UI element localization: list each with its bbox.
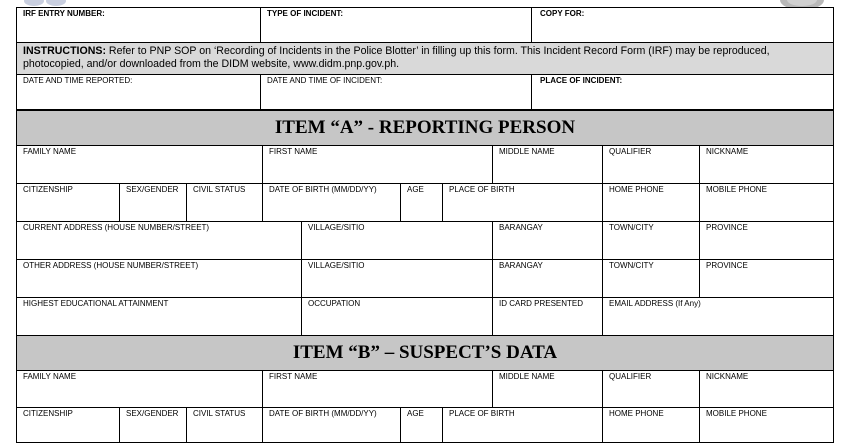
place-of-incident-label: PLACE OF INCIDENT:	[540, 76, 623, 85]
a-home-phone-label: HOME PHONE	[609, 185, 664, 194]
a-sex-gender-label: SEX/GENDER	[126, 185, 179, 194]
b-family-name-field[interactable]	[16, 370, 263, 408]
a-town-city-field[interactable]	[602, 221, 700, 260]
a-citizenship-label: CITIZENSHIP	[23, 185, 73, 194]
a-province-label: PROVINCE	[706, 223, 748, 232]
b-middle-name-field[interactable]	[492, 370, 603, 408]
a-first-name-field[interactable]	[262, 145, 493, 184]
b-age-label: AGE	[407, 409, 424, 418]
b-sex-gender-field[interactable]	[119, 407, 187, 443]
b-civil-status-field[interactable]	[186, 407, 263, 443]
a-place-of-birth-label: PLACE OF BIRTH	[449, 185, 515, 194]
a-mobile-phone-label: MOBILE PHONE	[706, 185, 767, 194]
a-qualifier-field[interactable]	[602, 145, 700, 184]
a-other-village-sitio-label: VILLAGE/SITIO	[308, 261, 365, 270]
a-middle-name-field[interactable]	[492, 145, 603, 184]
a-email-label: EMAIL ADDRESS (If Any)	[609, 299, 701, 308]
type-of-incident-label: TYPE OF INCIDENT:	[267, 9, 344, 18]
b-age-field[interactable]	[400, 407, 443, 443]
a-id-card-field[interactable]	[492, 297, 603, 336]
b-home-phone-label: HOME PHONE	[609, 409, 664, 418]
a-province-field[interactable]	[699, 221, 834, 260]
a-nickname-label: NICKNAME	[706, 147, 749, 156]
a-id-card-label: ID CARD PRESENTED	[499, 299, 584, 308]
date-time-reported-label: DATE AND TIME REPORTED:	[23, 76, 133, 85]
a-other-address-field[interactable]	[16, 259, 302, 298]
a-current-address-label: CURRENT ADDRESS (HOUSE NUMBER/STREET)	[23, 223, 210, 232]
a-place-of-birth-field[interactable]	[442, 183, 603, 222]
b-sex-gender-label: SEX/GENDER	[126, 409, 179, 418]
b-date-of-birth-field[interactable]	[262, 407, 401, 443]
copy-for-label: COPY FOR:	[540, 9, 585, 18]
a-barangay-label: BARANGAY	[499, 223, 543, 232]
date-time-incident-field[interactable]	[260, 74, 532, 110]
b-civil-status-label: CIVIL STATUS	[193, 409, 246, 418]
b-family-name-label: FAMILY NAME	[23, 372, 77, 381]
date-time-incident-label: DATE AND TIME OF INCIDENT:	[267, 76, 383, 85]
b-qualifier-field[interactable]	[602, 370, 700, 408]
b-date-of-birth-label: DATE OF BIRTH (MM/DD/YY)	[269, 409, 377, 418]
b-first-name-field[interactable]	[262, 370, 493, 408]
b-nickname-field[interactable]	[699, 370, 834, 408]
a-barangay-field[interactable]	[492, 221, 603, 260]
a-village-sitio-label: VILLAGE/SITIO	[308, 223, 365, 232]
a-education-label: HIGHEST EDUCATIONAL ATTAINMENT	[23, 299, 169, 308]
b-mobile-phone-field[interactable]	[699, 407, 834, 443]
date-time-reported-field[interactable]	[16, 74, 261, 110]
a-date-of-birth-field[interactable]	[262, 183, 401, 222]
a-other-barangay-field[interactable]	[492, 259, 603, 298]
type-of-incident-field[interactable]	[260, 7, 532, 43]
a-occupation-label: OCCUPATION	[308, 299, 361, 308]
irf-entry-number-field[interactable]	[16, 7, 261, 43]
a-date-of-birth-label: DATE OF BIRTH (MM/DD/YY)	[269, 185, 377, 194]
item-a-section-header: ITEM “A” - REPORTING PERSON	[16, 110, 834, 146]
b-middle-name-label: MIDDLE NAME	[499, 372, 555, 381]
a-email-field[interactable]	[602, 297, 834, 336]
copy-for-field[interactable]	[531, 7, 834, 43]
a-family-name-field[interactable]	[16, 145, 263, 184]
b-home-phone-field[interactable]	[602, 407, 700, 443]
a-current-address-field[interactable]	[16, 221, 302, 260]
a-town-city-label: TOWN/CITY	[609, 223, 654, 232]
a-mobile-phone-field[interactable]	[699, 183, 834, 222]
a-other-address-label: OTHER ADDRESS (HOUSE NUMBER/STREET)	[23, 261, 199, 270]
a-other-barangay-label: BARANGAY	[499, 261, 543, 270]
b-first-name-label: FIRST NAME	[269, 372, 318, 381]
b-citizenship-label: CITIZENSHIP	[23, 409, 73, 418]
instructions-box	[16, 42, 834, 75]
a-other-province-label: PROVINCE	[706, 261, 748, 270]
a-first-name-label: FIRST NAME	[269, 147, 318, 156]
a-home-phone-field[interactable]	[602, 183, 700, 222]
instructions-text: Refer to PNP SOP on ‘Recording of Incidents in the Police Blotter’ in filling up this form. This Incident Record Form (IRF) may be reproduced, photocopied, and/or downloaded from the DIDM website, www.didm.pnp.gov.ph.	[23, 45, 770, 70]
incident-record-form	[16, 0, 834, 441]
b-place-of-birth-label: PLACE OF BIRTH	[449, 409, 515, 418]
irf-entry-number-label: IRF ENTRY NUMBER:	[23, 9, 105, 18]
a-other-town-city-label: TOWN/CITY	[609, 261, 654, 270]
b-qualifier-label: QUALIFIER	[609, 372, 652, 381]
b-citizenship-field[interactable]	[16, 407, 120, 443]
a-age-label: AGE	[407, 185, 424, 194]
a-age-field[interactable]	[400, 183, 443, 222]
b-nickname-label: NICKNAME	[706, 372, 749, 381]
instructions-label: INSTRUCTIONS:	[23, 45, 106, 57]
a-occupation-field[interactable]	[301, 297, 493, 336]
a-family-name-label: FAMILY NAME	[23, 147, 77, 156]
a-qualifier-label: QUALIFIER	[609, 147, 652, 156]
b-place-of-birth-field[interactable]	[442, 407, 603, 443]
a-sex-gender-field[interactable]	[119, 183, 187, 222]
a-village-sitio-field[interactable]	[301, 221, 493, 260]
a-middle-name-label: MIDDLE NAME	[499, 147, 555, 156]
a-other-town-city-field[interactable]	[602, 259, 700, 298]
item-b-section-header: ITEM “B” – SUSPECT’S DATA	[16, 335, 834, 371]
a-nickname-field[interactable]	[699, 145, 834, 184]
a-other-province-field[interactable]	[699, 259, 834, 298]
place-of-incident-field[interactable]	[531, 74, 834, 110]
a-citizenship-field[interactable]	[16, 183, 120, 222]
a-civil-status-field[interactable]	[186, 183, 263, 222]
b-mobile-phone-label: MOBILE PHONE	[706, 409, 767, 418]
a-education-field[interactable]	[16, 297, 302, 336]
a-civil-status-label: CIVIL STATUS	[193, 185, 246, 194]
a-other-village-sitio-field[interactable]	[301, 259, 493, 298]
